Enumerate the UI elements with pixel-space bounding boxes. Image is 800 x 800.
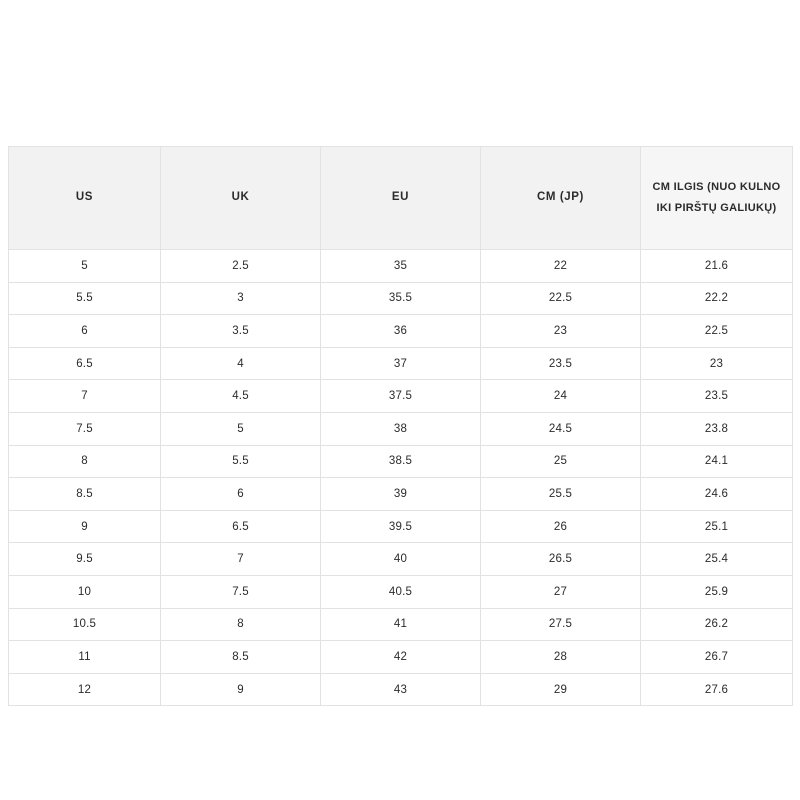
- cell-cm-jp: 23: [481, 315, 641, 348]
- table-header: [9, 147, 793, 250]
- cell-uk: 8.5: [161, 641, 321, 674]
- cell-us: 8: [9, 445, 161, 478]
- cell-uk: 5.5: [161, 445, 321, 478]
- cell-us: 6: [9, 315, 161, 348]
- cell-uk: 9: [161, 673, 321, 706]
- cell-uk: 5: [161, 412, 321, 445]
- table-row: [9, 412, 793, 445]
- cell-cm-length: 24.6: [641, 478, 793, 511]
- cell-cm-length: 25.9: [641, 575, 793, 608]
- cell-cm-length: 24.1: [641, 445, 793, 478]
- cell-eu: 38.5: [321, 445, 481, 478]
- table-body: [9, 250, 793, 706]
- cell-uk: 4: [161, 347, 321, 380]
- cell-us: 9.5: [9, 543, 161, 576]
- table-row: [9, 608, 793, 641]
- cell-cm-jp: 22: [481, 250, 641, 283]
- cell-eu: 35: [321, 250, 481, 283]
- table-row: [9, 315, 793, 348]
- cell-cm-jp: 26: [481, 510, 641, 543]
- cell-eu: 40.5: [321, 575, 481, 608]
- table-row: [9, 347, 793, 380]
- cell-eu: 38: [321, 412, 481, 445]
- cell-cm-length: 27.6: [641, 673, 793, 706]
- table-row: [9, 575, 793, 608]
- table-row: [9, 478, 793, 511]
- table-row: [9, 510, 793, 543]
- cell-cm-length: 25.4: [641, 543, 793, 576]
- cell-eu: 37: [321, 347, 481, 380]
- size-chart-table: [8, 146, 793, 706]
- cell-cm-length: 26.2: [641, 608, 793, 641]
- cell-cm-length: 23: [641, 347, 793, 380]
- table-row: [9, 673, 793, 706]
- cell-us: 11: [9, 641, 161, 674]
- cell-cm-length: 22.2: [641, 282, 793, 315]
- cell-eu: 37.5: [321, 380, 481, 413]
- column-header-uk: UK: [161, 147, 321, 250]
- cell-cm-jp: 27.5: [481, 608, 641, 641]
- cell-us: 9: [9, 510, 161, 543]
- cell-uk: 6.5: [161, 510, 321, 543]
- cell-cm-jp: 29: [481, 673, 641, 706]
- cell-cm-length: 25.1: [641, 510, 793, 543]
- cell-us: 5: [9, 250, 161, 283]
- cell-us: 10.5: [9, 608, 161, 641]
- cell-uk: 3: [161, 282, 321, 315]
- cell-cm-length: 26.7: [641, 641, 793, 674]
- cell-cm-jp: 24.5: [481, 412, 641, 445]
- table-row: [9, 250, 793, 283]
- cell-cm-length: 21.6: [641, 250, 793, 283]
- cell-eu: 41: [321, 608, 481, 641]
- cell-cm-length: 23.8: [641, 412, 793, 445]
- cell-eu: 42: [321, 641, 481, 674]
- cell-uk: 6: [161, 478, 321, 511]
- cell-us: 7.5: [9, 412, 161, 445]
- cell-uk: 2.5: [161, 250, 321, 283]
- cell-us: 12: [9, 673, 161, 706]
- table-row: [9, 282, 793, 315]
- cell-us: 8.5: [9, 478, 161, 511]
- table-row: [9, 641, 793, 674]
- column-header-cm-jp: CM (JP): [481, 147, 641, 250]
- cell-uk: 8: [161, 608, 321, 641]
- cell-cm-jp: 24: [481, 380, 641, 413]
- column-header-cm-length: CM ILGIS (NUO KULNO IKI PIRŠTŲ GALIUKŲ): [641, 147, 793, 250]
- table-row: [9, 445, 793, 478]
- cell-cm-length: 23.5: [641, 380, 793, 413]
- cell-eu: 36: [321, 315, 481, 348]
- table-row: [9, 543, 793, 576]
- cell-us: 5.5: [9, 282, 161, 315]
- cell-cm-jp: 23.5: [481, 347, 641, 380]
- cell-cm-length: 22.5: [641, 315, 793, 348]
- cell-uk: 7.5: [161, 575, 321, 608]
- cell-cm-jp: 25: [481, 445, 641, 478]
- table-row: [9, 380, 793, 413]
- cell-uk: 4.5: [161, 380, 321, 413]
- cell-eu: 35.5: [321, 282, 481, 315]
- cell-eu: 43: [321, 673, 481, 706]
- cell-uk: 3.5: [161, 315, 321, 348]
- cell-us: 7: [9, 380, 161, 413]
- cell-cm-jp: 25.5: [481, 478, 641, 511]
- cell-cm-jp: 26.5: [481, 543, 641, 576]
- cell-us: 10: [9, 575, 161, 608]
- column-header-eu: EU: [321, 147, 481, 250]
- column-header-us: US: [9, 147, 161, 250]
- header-row: [9, 147, 793, 250]
- cell-eu: 39: [321, 478, 481, 511]
- cell-cm-jp: 27: [481, 575, 641, 608]
- cell-cm-jp: 22.5: [481, 282, 641, 315]
- cell-uk: 7: [161, 543, 321, 576]
- cell-cm-jp: 28: [481, 641, 641, 674]
- cell-eu: 40: [321, 543, 481, 576]
- size-chart-container: [8, 146, 792, 706]
- cell-eu: 39.5: [321, 510, 481, 543]
- cell-us: 6.5: [9, 347, 161, 380]
